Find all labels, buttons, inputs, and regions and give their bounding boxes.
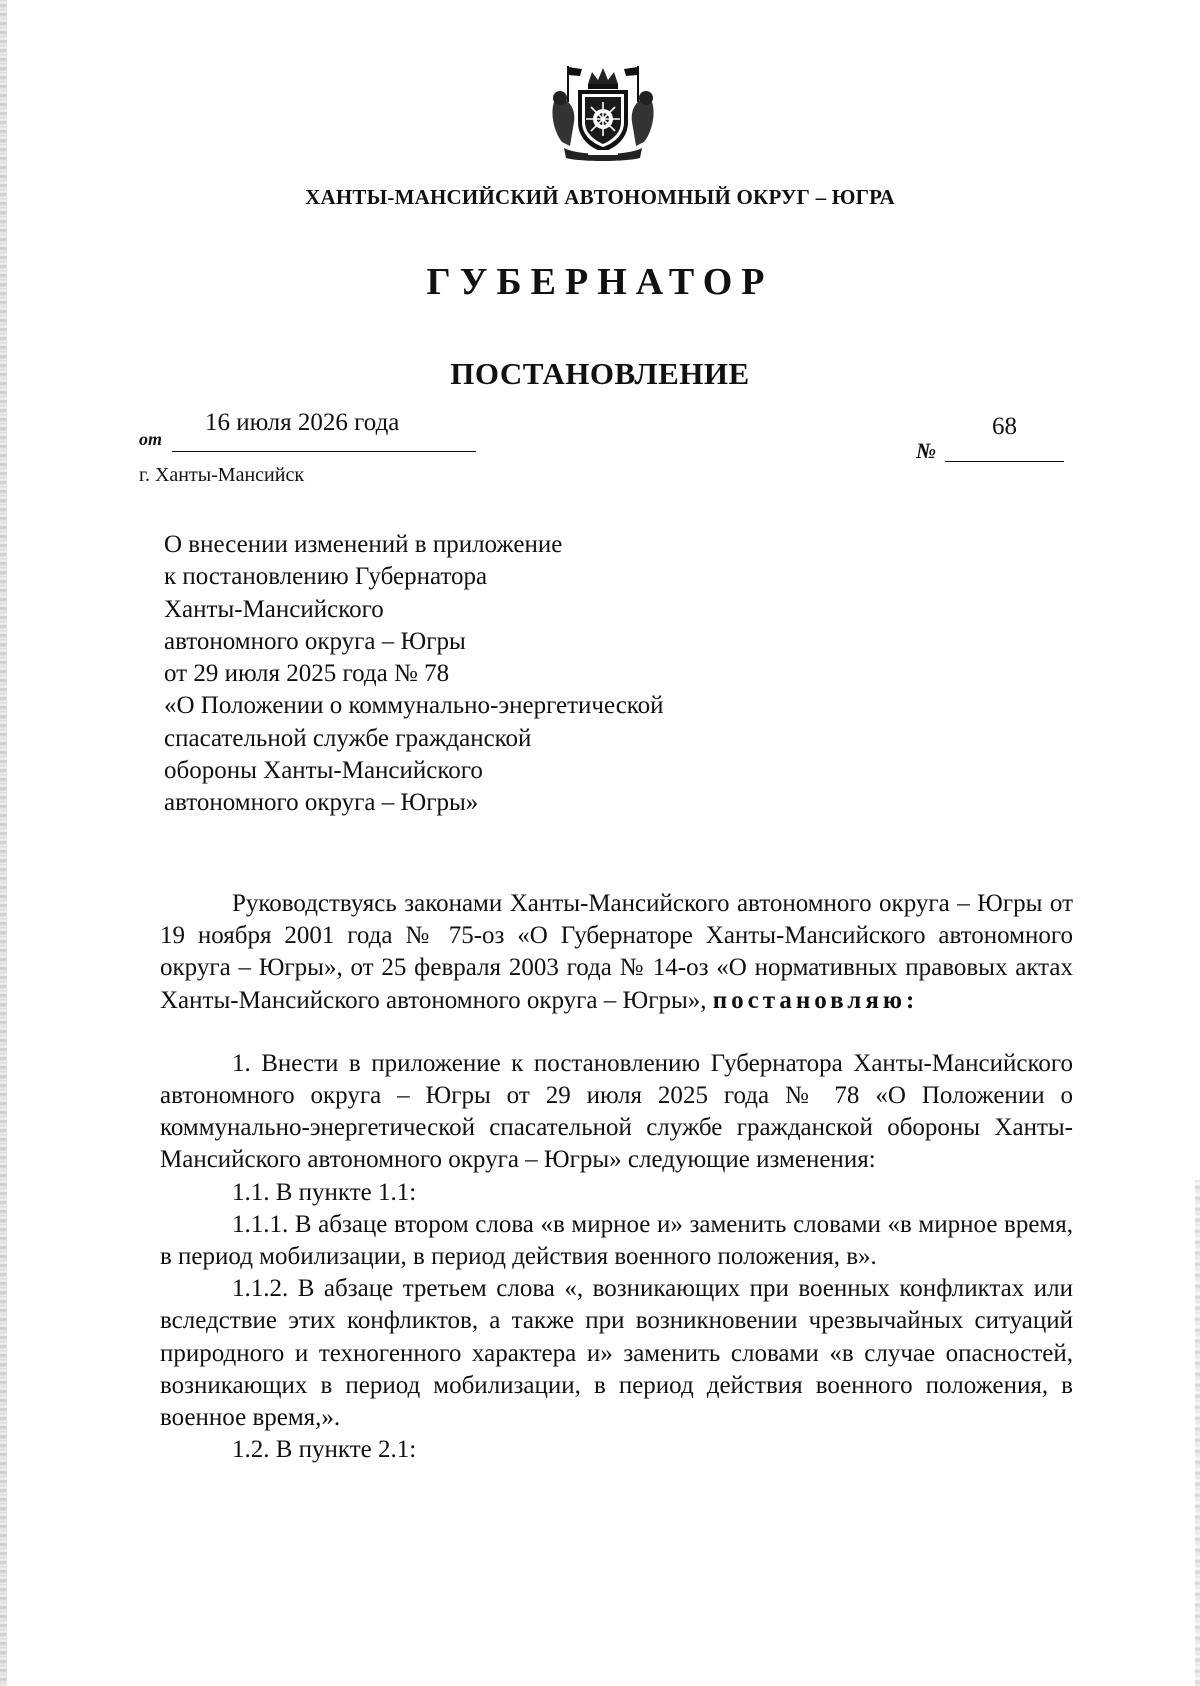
- subject-line: обороны Ханты-Мансийского: [164, 757, 483, 785]
- subject-line: автономного округа – Югры: [164, 627, 466, 655]
- document-type: ПОСТАНОВЛЕНИЕ: [450, 356, 750, 391]
- item-paragraph: 1. Внести в приложение к постановлению Губернатора Ханты-Мансийского автономного округа – Югры от 29 июля 2025 года № 78 «О Положении о коммунально-энергетической спасательной службе гражданской обороны Ханты-Мансийского автономного округа – Югры» следующие изменения:: [160, 1049, 1073, 1174]
- resolve-word: постановляю:: [712, 986, 919, 1014]
- issue-city: г. Ханты-Мансийск: [139, 464, 305, 486]
- coat-of-arms-icon: [548, 62, 658, 162]
- subject-line: О внесении изменений в приложение: [164, 531, 563, 558]
- document-date: 16 июля 2026 года: [205, 409, 400, 436]
- item-paragraph: 1.1. В пункте 1.1:: [232, 1178, 417, 1206]
- number-label: №: [916, 438, 937, 463]
- document-subject: [164, 529, 664, 820]
- subject-line: спасательной службе гражданской: [164, 724, 532, 752]
- subject-line: от 29 июля 2025 года № 78: [164, 660, 450, 688]
- authority-title: ГУБЕРНАТОР: [426, 261, 774, 303]
- preamble-paragraph: [160, 888, 1073, 1017]
- scan-edge-right: [1195, 1180, 1200, 1686]
- date-label: от: [139, 429, 163, 449]
- number-underline: [945, 461, 1064, 462]
- scan-edge-left: [0, 0, 7, 1686]
- subject-line: к постановлению Губернатора: [164, 563, 488, 591]
- item-paragraph: 1.2. В пункте 2.1:: [232, 1436, 417, 1464]
- item-paragraph: 1.1.2. В абзаце третьем слова «, возникающих при военных конфликтах или вследствие этих конфликтов, а также при возникновении чрезвычайных ситуаций природного и техногенного характера и» заменить словами «в случае опасностей, возникающих в период мобилизации, в период действия военного положения, в военное время,».: [160, 1275, 1073, 1432]
- coat-of-arms-svg: [548, 62, 658, 162]
- subject-line: Ханты-Мансийского: [164, 595, 384, 623]
- preamble-text: Руководствуясь законами Ханты-Мансийского автономного округа – Югры от 19 ноября 2001 года № 75-оз «О Губернаторе Ханты-Мансийского автономного округа – Югры», от 25 февраля 2003 года № 14-оз «О нормативных правовых актах Ханты-Мансийского автономного округа – Югры»,: [160, 890, 1073, 1014]
- document-number: 68: [992, 413, 1017, 440]
- date-underline: [172, 451, 476, 452]
- item-paragraph: 1.1.1. В абзаце втором слова «в мирное и» заменить словами «в мирное время, в период мобилизации, в период действия военного положения, в».: [160, 1210, 1073, 1271]
- subject-line: автономного округа – Югры»: [164, 789, 479, 817]
- document-body: [160, 888, 1073, 1466]
- subject-line: «О Положении о коммунально-энергетической: [164, 692, 664, 720]
- region-name: ХАНТЫ-МАНСИЙСКИЙ АВТОНОМНЫЙ ОКРУГ – ЮГРА: [305, 185, 895, 209]
